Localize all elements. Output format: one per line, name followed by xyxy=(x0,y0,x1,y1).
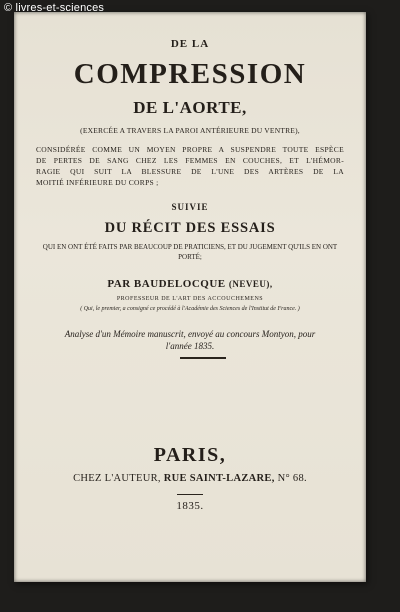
author-title: PROFESSEUR DE L'ART DES ACCOUCHEMENS xyxy=(116,296,264,302)
divider-rule-small xyxy=(177,494,203,495)
author-remark: ( Qui, le premier, a consigné ce procédé à l'Académie des Sciences de l'Institut de France. ) xyxy=(80,306,300,312)
author-line xyxy=(14,278,366,290)
watermark-text: © livres-et-sciences xyxy=(4,2,105,14)
book-title-page xyxy=(14,12,366,582)
description-line: MOITIÉ INFÉRIEURE DU CORPS ; xyxy=(36,178,159,187)
description-line: DE PERTES DE SANG CHEZ LES FEMMES EN COUCHES, ET L'HÉMOR- xyxy=(36,156,344,165)
publication-year: 1835. xyxy=(176,500,204,512)
publisher-name: CHEZ L'AUTEUR, xyxy=(73,473,161,484)
recit-description: QUI EN ONT ÉTÉ FAITS PAR BEAUCOUP DE PRATICIENS, ET DU JUGEMENT QU'ILS EN ONT PORTÉ; xyxy=(42,243,338,261)
description-line: CONSIDÉRÉE COMME UN MOYEN PROPRE A SUSPENDRE TOUTE ESPÈCE xyxy=(36,145,344,154)
analysis-note: Analyse d'un Mémoire manuscrit, envoyé au concours Montyon, pour l'année 1835. xyxy=(64,329,316,351)
publisher-address xyxy=(14,473,366,484)
divider-rule xyxy=(180,357,226,359)
publisher-city: PARIS, xyxy=(153,444,227,466)
page-title: COMPRESSION xyxy=(73,58,307,90)
description-block xyxy=(36,144,344,188)
parenthetical-note: (EXERCÉE A TRAVERS LA PAROI ANTÉRIEURE DU VENTRE), xyxy=(80,126,300,135)
description-line: RAGIE QUI SUIT LA BLESSURE DE L'UNE DES ARTÈRES DE LA xyxy=(36,167,344,176)
street-number: N° 68. xyxy=(277,473,307,484)
recit-heading: DU RÉCIT DES ESSAIS xyxy=(104,220,276,236)
par-label: PAR xyxy=(107,278,131,290)
header-de-la: DE LA xyxy=(170,38,210,50)
author-note: (NEVEU), xyxy=(228,279,273,289)
suivie-label: SUIVIE xyxy=(171,202,209,212)
page-subtitle: DE L'AORTE, xyxy=(133,98,247,117)
author-name: BAUDELOCQUE xyxy=(133,278,226,290)
street-address: RUE SAINT-LAZARE, xyxy=(163,473,275,484)
